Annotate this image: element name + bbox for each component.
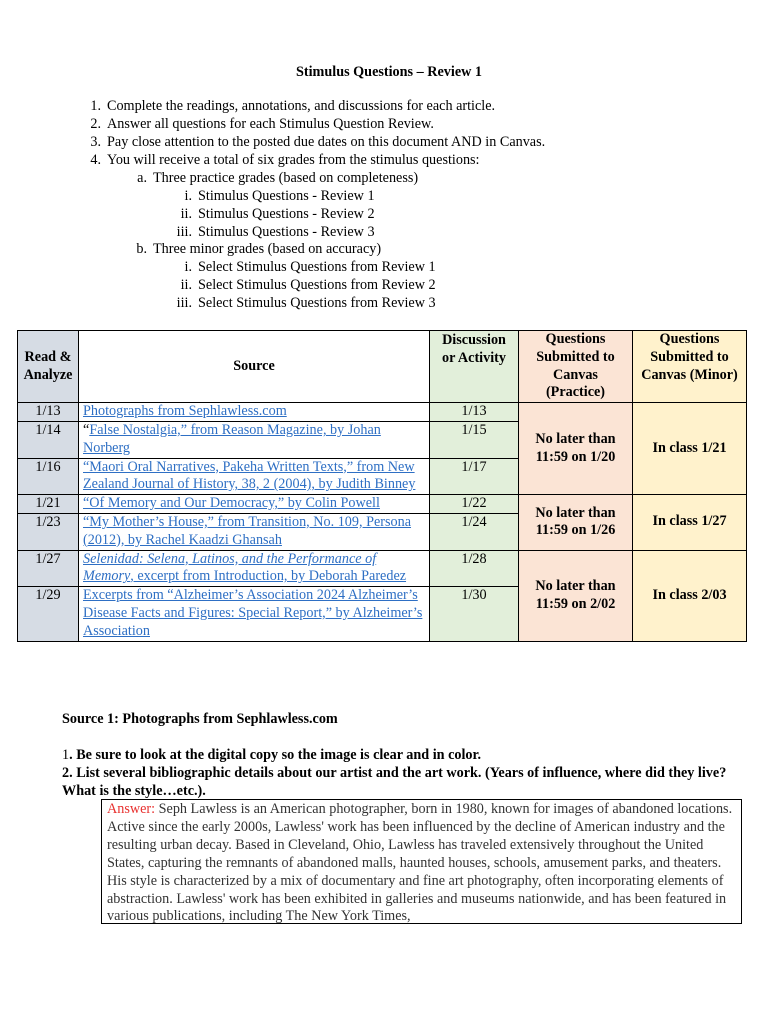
practice-deadline: No later than 11:59 on 1/20 [519,403,633,495]
answer-text: Seph Lawless is an American photographer, born in 1980, known for images of abandoned locations. Active since the early 2000s, Lawless' work has been influenced by the decline of American industry and the resulting urban decay. Based in Cleveland, Ohio, Lawless has traveled extensively throughout the United States, capturing the remnants of abandoned malls, haunted houses, schools, amusement parks, and theaters. His style is characterized by a mix of documentary and fine art photography, often incorporating elements of abstraction. Lawless' work has been exhibited in galleries and museums nationwide, and has been featured in various publications, including The New York Times, [107,801,733,924]
source-link[interactable]: “Of Memory and Our Democracy,” by Colin Powell [83,495,380,512]
source-link[interactable]: Excerpts from “Alzheimer’s Association 2024 Alzheimer’s Disease Facts and Figures: Special Report,” by Alzheimer’s Association [83,587,423,639]
minor-grades-list [136,240,382,258]
header-minor: Questions Submitted to Canvas (Minor) [633,331,747,403]
grade-item: b. Three minor grades (based on accuracy) [136,241,382,257]
instruction-item: 1. Complete the readings, annotations, and discussions for each article. [90,98,496,114]
instruction-item: 3. Pay close attention to the posted due dates on this document AND in Canvas. [90,134,546,150]
table-row: 1/16 “Maori Oral Narratives, Pakeha Written Texts,” from New Zealand Journal of History, 38, 2 (2004), by Judith Binney 1/17 [18,458,747,495]
minor-deadline: In class 1/21 [633,403,747,495]
list-item: ii. Stimulus Questions - Review 2 [180,206,375,222]
minor-grades-sublist [176,258,436,312]
minor-deadline: In class 2/03 [633,550,747,641]
list-item: iii. Stimulus Questions - Review 3 [176,224,375,240]
source-link[interactable]: “Maori Oral Narratives, Pakeha Written Texts,” from New Zealand Journal of History, 38, 2 (2004), by Judith Binney [83,458,416,493]
source-link[interactable]: Photographs from Sephlawless.com [83,403,287,420]
list-item: iii. Select Stimulus Questions from Review 3 [176,295,436,311]
practice-deadline: No later than 11:59 on 1/26 [519,495,633,550]
answer-label: Answer: [107,801,156,817]
header-practice: Questions Submitted to Canvas (Practice) [519,331,633,403]
source-cell [79,403,430,422]
table-row: 1/27 Selenidad: Selena, Latinos, and the Performance of Memory, excerpt from Introduction, by Deborah Paredez 1/28 No later than 11:59 on 2/02 In class 2/03 [18,550,747,587]
schedule-table [17,330,747,642]
instruction-item: 4. You will receive a total of six grades from the stimulus questions: [90,152,480,168]
table-row: 1/21 “Of Memory and Our Democracy,” by Colin Powell 1/22 No later than 11:59 on 1/26 In class 1/27 [18,495,747,514]
header-read: Read & Analyze [18,331,79,403]
page-title: Stimulus Questions – Review 1 [295,64,483,80]
question-1: 1. Be sure to look at the digital copy so the image is clear and in color. [62,747,482,763]
table-row: 1/23 “My Mother’s House,” from Transition, No. 109, Persona (2012), by Rachel Kaadzi Ghansah 1/24 [18,513,747,550]
source-link[interactable]: False Nostalgia,” from Reason Magazine, by Johan Norberg [83,421,381,456]
list-item: i. Stimulus Questions - Review 1 [184,188,375,204]
answer-textbox[interactable] [101,799,742,924]
instruction-item: 2. Answer all questions for each Stimulus Question Review. [90,116,434,132]
list-item: i. Select Stimulus Questions from Review 1 [184,259,436,275]
grade-item: a. Three practice grades (based on completeness) [137,170,419,186]
source-cell [79,458,430,495]
practice-grades-sublist [176,187,375,241]
source-cell [79,550,430,587]
source-cell [79,495,430,514]
header-source: Source [79,331,430,403]
practice-grades-list [137,169,419,187]
question-2: 2. List several bibliographic details about our artist and the art work. (Years of influence, where did they live? What is the style…etc.). [62,765,727,799]
source-link[interactable]: “My Mother’s House,” from Transition, No. 109, Persona (2012), by Rachel Kaadzi Ghansah [83,513,412,548]
source-cell [79,587,430,641]
table-row: 1/29 Excerpts from “Alzheimer’s Association 2024 Alzheimer’s Disease Facts and Figures: Special Report,” by Alzheimer’s Association 1/30 [18,587,747,641]
minor-deadline: In class 1/27 [633,495,747,550]
source-link[interactable]: Selenidad: Selena, Latinos, and the Performance of Memory, excerpt from Introduction, by Deborah Paredez [83,550,407,585]
table-row: 1/13 Photographs from Sephlawless.com 1/13 No later than 11:59 on 1/20 In class 1/21 [18,403,747,422]
header-discussion: Discussion or Activity [430,331,519,403]
source-cell: “False Nostalgia,” from Reason Magazine, by Johan Norberg [79,421,430,458]
practice-deadline: No later than 11:59 on 2/02 [519,550,633,641]
source1-heading: Source 1: Photographs from Sephlawless.com [62,711,338,727]
instructions-list [90,97,546,169]
table-row: 1/14 “False Nostalgia,” from Reason Magazine, by Johan Norberg 1/15 [18,421,747,458]
list-item: ii. Select Stimulus Questions from Review 2 [180,277,436,293]
table-header-row [18,331,747,403]
source-cell [79,513,430,550]
